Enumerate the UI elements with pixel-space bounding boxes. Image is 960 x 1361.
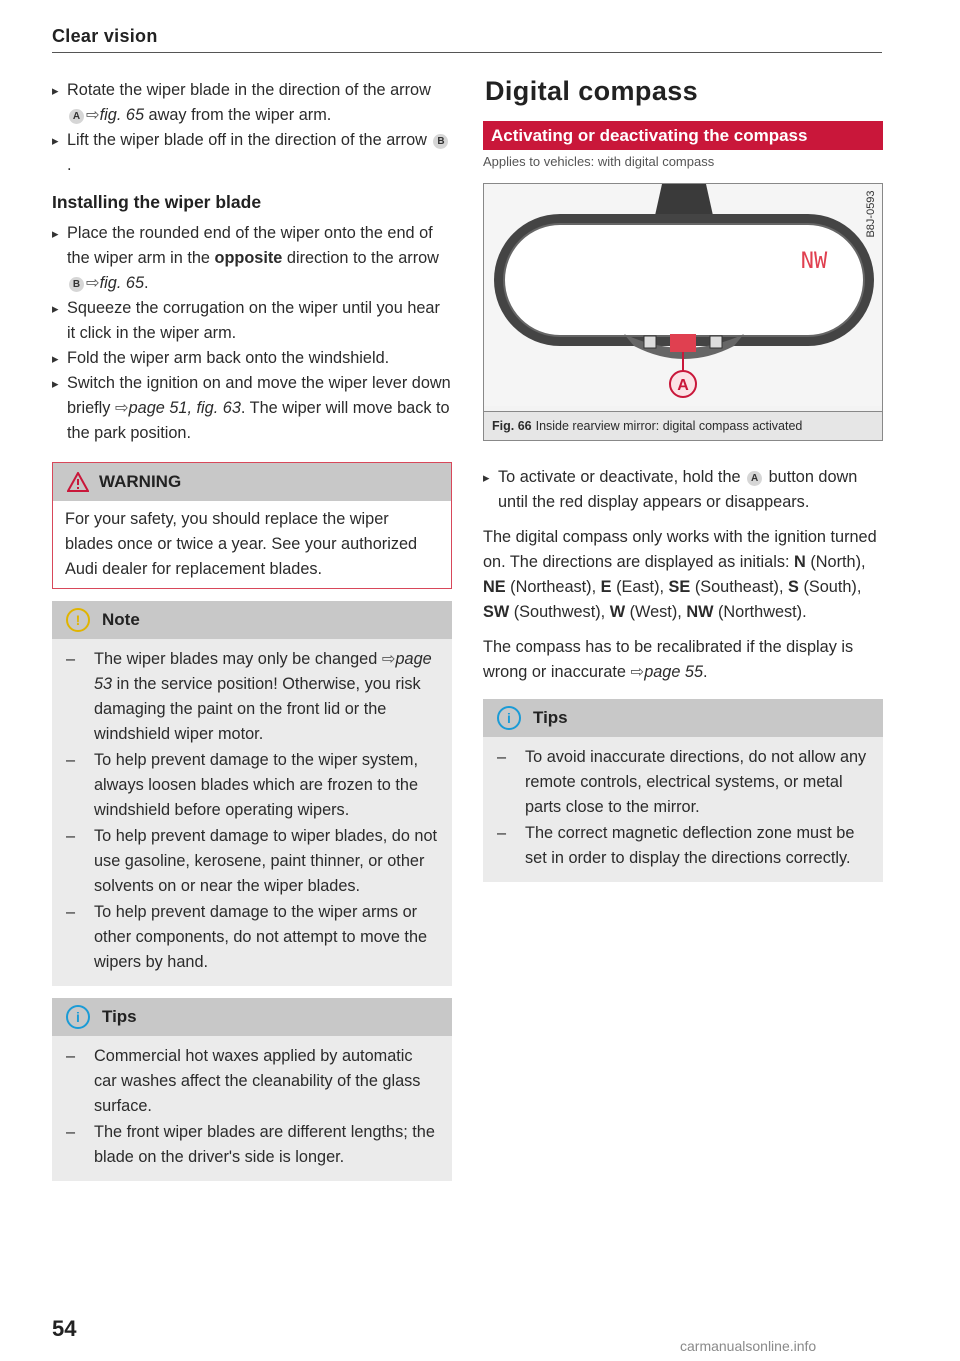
callout-a-icon: A (69, 109, 84, 124)
bullet-switch-ignition: ▸ Switch the ignition on and move the wiper lever down briefly ⇨page 51, fig. 63. The wiper will move back to the park position. (52, 371, 452, 446)
figure-caption: Fig. 66 Inside rearview mirror: digital compass activated (483, 412, 883, 441)
tips-box-right (483, 699, 883, 882)
figure-mirror (483, 183, 883, 412)
tips-item: – The correct magnetic deflection zone must be set in order to display the directions correctly. (497, 821, 869, 871)
warning-text: For your safety, you should replace the wiper blades once or twice a year. See your authorized Audi dealer for replacement blades. (65, 510, 418, 578)
tips-header: i Tips (483, 699, 883, 737)
figure-code: B8J-0593 (865, 190, 877, 238)
callout-a-icon: A (747, 471, 762, 486)
section-header: Clear vision (52, 26, 158, 46)
warning-header: WARNING (53, 463, 451, 501)
compass-display: NW (800, 249, 828, 274)
bullet-squeeze: ▸ Squeeze the corrugation on the wiper until you hear it click in the wiper arm. (52, 296, 452, 346)
ref-link[interactable]: fig. 65 (99, 106, 145, 124)
arrow-ref-icon: ⇨ (86, 106, 100, 124)
footer-watermark: carmanualsonline.info (680, 1338, 817, 1354)
note-item: – To help prevent damage to the wiper system, always loosen blades which are frozen to the windshield before operating wipers. (66, 748, 438, 823)
tips-item: – The front wiper blades are different lengths; the blade on the driver's side is longer. (66, 1120, 438, 1170)
tips-box (52, 998, 452, 1181)
ref-link[interactable]: fig. 65 (99, 274, 145, 292)
tips-item: – Commercial hot waxes applied by automatic car washes affect the cleanability of the glass surface. (66, 1044, 438, 1119)
bullet-place-end: ▸ Place the rounded end of the wiper onto the end of the wiper arm in the opposite direction to the arrow B ⇨fig. 65. (52, 221, 452, 296)
bullet-fold: ▸ Fold the wiper arm back onto the windshield. (52, 346, 452, 371)
ref-link[interactable]: page 55 (644, 663, 704, 681)
note-header: ! Note (52, 601, 452, 639)
arrow-ref-icon: ⇨ (86, 274, 100, 292)
subsection-bar: Activating or deactivating the compass (483, 121, 883, 150)
arrow-ref-icon: ⇨ (381, 650, 396, 668)
installing-heading: Installing the wiper blade (52, 192, 262, 212)
directions-paragraph: The digital compass only works with the ignition turned on. The directions are displayed as initials: N (North), NE (Northeast), E (East), SE (Southeast), S (South), SW (Southwest), W (West), NW (Northwest). (483, 528, 877, 621)
right-column (483, 76, 883, 882)
warning-box (52, 462, 452, 589)
exclamation-icon: ! (66, 608, 90, 632)
bullet-lift-blade: ▸ Lift the wiper blade off in the direction of the arrow B. (52, 128, 452, 178)
note-item: – To help prevent damage to the wiper arms or other components, do not attempt to move the wipers by hand. (66, 900, 438, 975)
recalibrate-paragraph: The compass has to be recalibrated if the display is wrong or inaccurate ⇨page 55. (483, 638, 854, 681)
info-icon: i (497, 706, 521, 730)
page-number: 54 (52, 1316, 77, 1341)
bullet-rotate-blade: ▸ Rotate the wiper blade in the direction of the arrow A ⇨fig. 65 away from the wiper arm. (52, 78, 452, 128)
left-column (52, 78, 452, 1181)
callout-b-icon: B (433, 134, 448, 149)
note-box (52, 601, 452, 986)
applies-note: Applies to vehicles: with digital compass (483, 154, 715, 169)
ref-link[interactable]: page 53 (94, 650, 432, 693)
ref-link[interactable]: page 51, fig. 63 (128, 399, 241, 417)
figure-callout: A (677, 377, 689, 394)
note-item: – The wiper blades may only be changed ⇨page 53 in the service position! Otherwise, you risk damaging the paint on the front lid or the windshield wiper motor. (66, 647, 438, 747)
bullet-activate: ▸ To activate or deactivate, hold the A button down until the red display appears or disappears. (483, 465, 883, 515)
mirror-illustration (484, 184, 882, 406)
tips-item: – To avoid inaccurate directions, do not allow any remote controls, electrical systems, or metal parts close to the mirror. (497, 745, 869, 820)
info-icon: i (66, 1005, 90, 1029)
warning-triangle-icon (67, 472, 89, 492)
arrow-ref-icon: ⇨ (114, 399, 129, 417)
header-rule (52, 52, 882, 53)
note-item: – To help prevent damage to wiper blades, do not use gasoline, kerosene, paint thinner, or other solvents on or near the wiper blades. (66, 824, 438, 899)
page-title: Digital compass (485, 76, 699, 106)
callout-b-icon: B (69, 277, 84, 292)
tips-header: i Tips (52, 998, 452, 1036)
arrow-ref-icon: ⇨ (630, 663, 645, 681)
